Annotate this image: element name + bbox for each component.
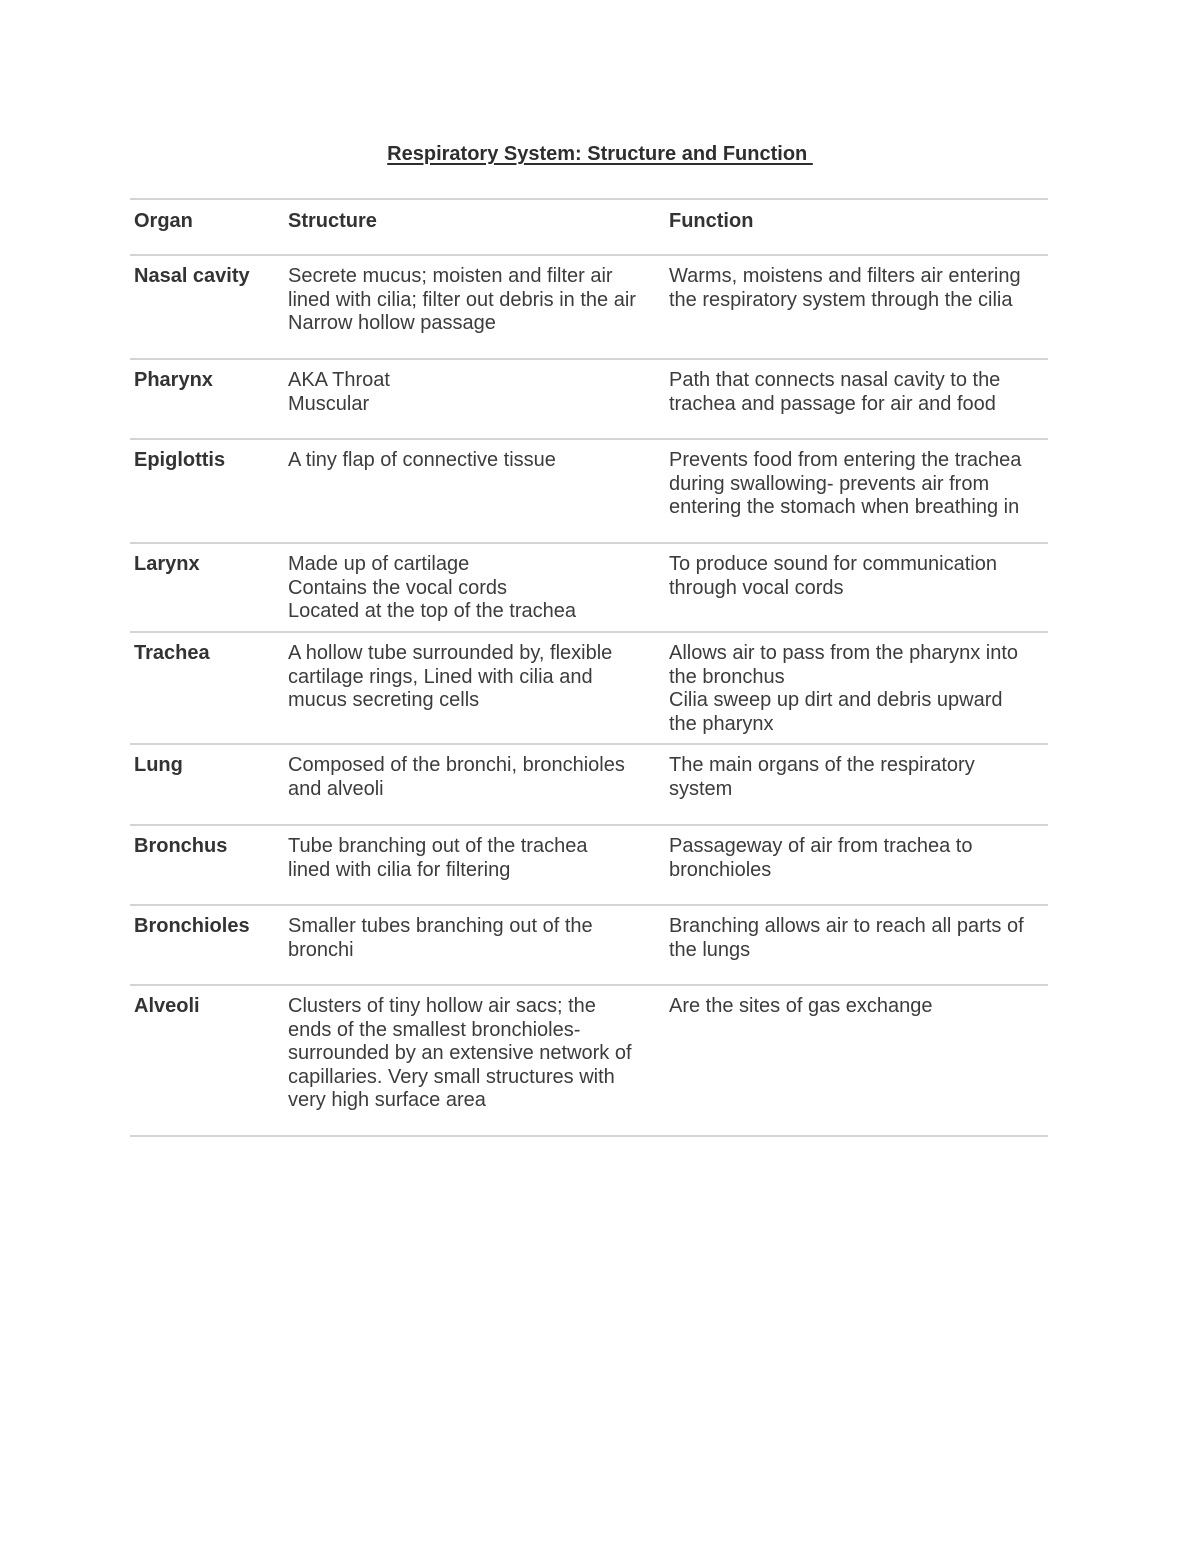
structure-cell: Made up of cartilage Contains the vocal cords Located at the top of the trachea <box>288 553 576 622</box>
table-header-row <box>130 198 1048 254</box>
structure-cell: Tube branching out of the trachea lined with cilia for filtering <box>288 835 588 881</box>
organ-cell: Larynx <box>134 553 200 575</box>
table-row-nasal-cavity <box>130 254 1048 358</box>
organ-cell: Trachea <box>134 642 210 664</box>
document-title-text: Respiratory System: Structure and Function <box>387 143 813 165</box>
structure-cell: Secrete mucus; moisten and filter air lined with cilia; filter out debris in the air Narrow hollow passage <box>288 265 636 334</box>
structure-cell: Smaller tubes branching out of the bronchi <box>288 915 593 961</box>
table-row-lung <box>130 743 1048 824</box>
function-cell: Prevents food from entering the trachea during swallowing- prevents air from entering the stomach when breathing in <box>669 449 1022 518</box>
organ-cell: Lung <box>134 754 183 776</box>
function-cell: Are the sites of gas exchange <box>669 995 933 1017</box>
organ-cell: Bronchioles <box>134 915 250 937</box>
structure-cell: Composed of the bronchi, bronchioles and alveoli <box>288 754 625 800</box>
organ-cell: Epiglottis <box>134 449 226 471</box>
function-cell: Path that connects nasal cavity to the trachea and passage for air and food <box>669 369 1001 415</box>
header-structure: Structure <box>288 210 377 232</box>
document-title <box>0 141 1200 167</box>
structure-cell: Clusters of tiny hollow air sacs; the ends of the smallest bronchioles- surrounded by an extensive network of capillaries. Very small structures with very high surface area <box>288 995 632 1111</box>
table-row-epiglottis <box>130 438 1048 542</box>
function-cell: Branching allows air to reach all parts of the lungs <box>669 915 1024 961</box>
table-row-pharynx <box>130 358 1048 438</box>
header-organ: Organ <box>134 210 193 232</box>
function-cell: The main organs of the respiratory system <box>669 754 975 800</box>
function-cell: Warms, moistens and filters air entering the respiratory system through the cilia <box>669 265 1021 311</box>
table-row-bronchus <box>130 824 1048 904</box>
table-row-alveoli <box>130 984 1048 1137</box>
function-cell: Passageway of air from trachea to bronchioles <box>669 835 973 881</box>
structure-cell: AKA Throat Muscular <box>288 369 390 415</box>
table-row-bronchioles <box>130 904 1048 984</box>
function-cell: To produce sound for communication through vocal cords <box>669 553 997 599</box>
organ-cell: Pharynx <box>134 369 213 391</box>
structure-cell: A tiny flap of connective tissue <box>288 449 556 471</box>
header-function: Function <box>669 210 754 232</box>
function-cell: Allows air to pass from the pharynx into the bronchus Cilia sweep up dirt and debris upward the pharynx <box>669 642 1019 735</box>
organ-cell: Bronchus <box>134 835 228 857</box>
table-row-trachea <box>130 631 1048 743</box>
table-row-larynx <box>130 542 1048 631</box>
organ-cell: Alveoli <box>134 995 200 1017</box>
organ-cell: Nasal cavity <box>134 265 250 287</box>
structure-cell: A hollow tube surrounded by, flexible cartilage rings, Lined with cilia and mucus secreting cells <box>288 642 613 711</box>
